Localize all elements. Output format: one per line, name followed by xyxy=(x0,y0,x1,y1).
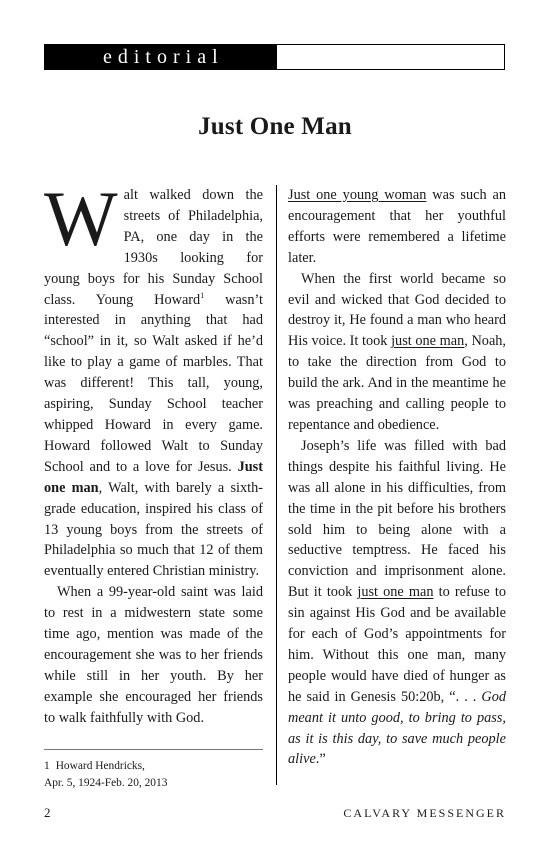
emphasis-underline: just one man xyxy=(391,333,465,350)
left-column xyxy=(44,175,264,729)
paragraph-text: , Noah, to take the direction from God to build the ark. And in the meantime he was preaching and calling people to repentance and obedience. xyxy=(288,333,507,433)
paragraph-4 xyxy=(288,269,506,436)
paragraph-3 xyxy=(288,185,506,269)
footnote-number: 1 xyxy=(44,760,50,772)
paragraph-5 xyxy=(288,436,506,771)
footnote-line-1: Howard Hendricks, xyxy=(55,760,145,772)
emphasis-bold: Just one man xyxy=(44,458,263,496)
footnote xyxy=(44,758,274,791)
drop-cap: W xyxy=(44,175,118,262)
paragraph-text: wasn’t interested in anything that had “school” in it, so Walt asked if he’d like to play a game of marbles. That was different! This tall, young, aspiring, Sunday School teacher whipped Howard in every game. Howard followed Walt to Sunday School and to a love for Jesus. xyxy=(44,291,263,475)
paragraph-text: alt walked down the streets of Philadelphia, PA, one day in the 1930s looking for young boys for his Sunday School class. Young Howard xyxy=(44,187,263,308)
section-header xyxy=(44,44,505,70)
section-label: editorial xyxy=(45,45,277,69)
paragraph-2: When a 99-year-old saint was laid to rest in a midwestern state some time ago, mention was made of the encouragement she was to her friends while still in her youth. By her example she encouraged her friends to walk faithfully with God. xyxy=(44,584,263,726)
running-title: CALVARY MESSENGER xyxy=(343,806,506,820)
emphasis-underline: Just one young woman xyxy=(288,187,427,203)
article-title: Just One Man xyxy=(198,113,352,140)
emphasis-underline: just one man xyxy=(357,584,434,601)
page-number: 2 xyxy=(44,805,51,820)
paragraph-1 xyxy=(44,175,264,582)
paragraph-text: Joseph’s life was filled with bad things despite his faithful living. He was all alone in his difficulties, from the time in the pit before his brothers sold him to being alone with a seductive temptress. He faced his conviction and imprisonment alone. But it took xyxy=(288,437,506,601)
paragraph-text: was such an encouragement that her youthful efforts were remembered a lifetime later. xyxy=(288,187,506,266)
footnote-line-2: Apr. 5, 1924-Feb. 20, 2013 xyxy=(44,776,168,789)
right-column xyxy=(288,185,506,770)
column-divider xyxy=(276,185,277,785)
emphasis-italic: God meant it unto good, to bring to pass, as it is this day, to save much people alive xyxy=(288,688,506,768)
paragraph-text: .” xyxy=(315,751,326,768)
footnote-ref: 1 xyxy=(200,290,205,300)
footnote-rule xyxy=(44,749,263,750)
paragraph-text: When the first world became so evil and wicked that God decided to destroy it, He found a man who heard His voice. It took xyxy=(288,270,506,350)
paragraph-text: to refuse to sin against His God and be available for each of God’s appointments for him. Without this one man, many people would have died of hunger as he said in Genesis 50:20b, “. . . xyxy=(288,584,507,705)
paragraph-text: , Walt, with barely a sixth-grade education, inspired his class of 13 young boys from the streets of Philadelphia so much that 12 of them eventually entered Christian ministry. xyxy=(44,479,264,580)
